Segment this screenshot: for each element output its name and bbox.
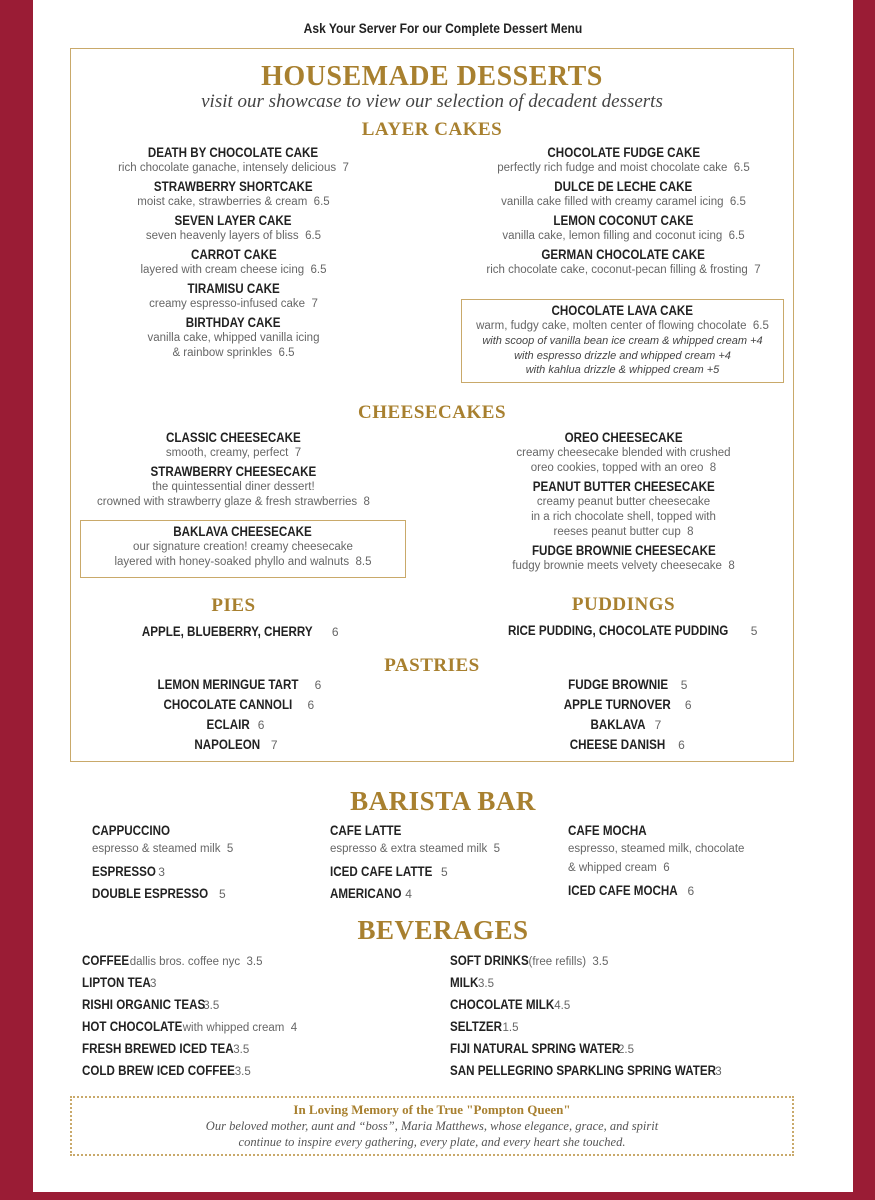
cheesecakes-heading: CHEESECAKES: [357, 402, 507, 423]
menu-item: [71, 430, 396, 461]
price: 5: [487, 843, 501, 855]
item-note-price: 4.5: [554, 1000, 571, 1012]
layer-cakes-right: [461, 145, 786, 281]
menu-item: [71, 695, 396, 715]
menu-item: [461, 695, 786, 715]
item-description: reeses peanut butter cup 8: [553, 526, 694, 538]
item-name: FRESH BREWED ICED TEA: [82, 1041, 234, 1056]
menu-item: [71, 281, 396, 312]
memorial-box: [70, 1096, 794, 1156]
item-note-price: 3.5: [478, 978, 494, 990]
item-description: espresso & steamed milk 5: [92, 843, 234, 855]
item-name: [461, 479, 786, 495]
menu-item: [461, 621, 786, 641]
item-name: CHOCOLATE CANNOLI: [163, 697, 293, 712]
item-name: ECLAIR: [206, 717, 250, 732]
menu-item: [71, 179, 396, 210]
item-name: [466, 303, 779, 319]
item-name: SAN PELLEGRINO SPARKLING SPRING WATER: [450, 1063, 716, 1078]
price: 5: [680, 678, 688, 692]
puddings-list: [461, 621, 786, 641]
menu-item: [461, 715, 786, 735]
beverage-item: [450, 1018, 830, 1040]
item-name: SOFT DRINKS: [450, 953, 529, 968]
item-name: [568, 882, 808, 900]
beverage-item: [450, 1040, 830, 1062]
item-name-text: DEATH BY CHOCOLATE CAKE: [148, 145, 319, 160]
item-name: [71, 145, 396, 161]
price: 7: [747, 264, 761, 276]
beverage-item: [82, 974, 422, 996]
desserts-title: HOUSEMADE DESSERTS: [261, 61, 603, 92]
item-name: RICE PUDDING, CHOCOLATE PUDDING: [507, 623, 728, 638]
price: 7: [270, 738, 278, 752]
price: 6.5: [746, 320, 769, 332]
price: 6.5: [307, 196, 330, 208]
item-description: warm, fudgy cake, molten center of flowing chocolate 6.5: [476, 320, 769, 332]
addon: with kahlua drizzle & whipped cream +5: [525, 364, 720, 376]
item-name-text: STRAWBERRY CHEESECAKE: [150, 464, 317, 479]
menu-item: [71, 213, 396, 244]
pies-list: [71, 622, 396, 642]
item-name: LEMON MERINGUE TART: [157, 677, 299, 692]
item-name: CHOCOLATE MILK: [450, 997, 555, 1012]
layer-cakes-heading: LAYER CAKES: [361, 119, 503, 140]
item-name-text: BIRTHDAY CAKE: [186, 315, 281, 330]
item-name: [71, 179, 396, 195]
item-description: layered with cream cheese icing 6.5: [140, 264, 327, 276]
puddings-heading: PUDDINGS: [571, 594, 676, 615]
item-name-text: TIRAMISU CAKE: [187, 281, 280, 296]
menu-item: [71, 315, 396, 361]
item-name-text: SEVEN LAYER CAKE: [174, 213, 292, 228]
layer-cakes-left: [71, 145, 396, 364]
menu-item: [71, 247, 396, 278]
item-description: layered with honey-soaked phyllo and walnuts 8.5: [114, 556, 372, 568]
price: 5: [219, 887, 226, 901]
price: 8.5: [349, 556, 372, 568]
price: 6: [331, 625, 339, 639]
item-name: COFFEE: [82, 953, 130, 968]
menu-item: [461, 179, 786, 210]
item-name: FIJI NATURAL SPRING WATER: [450, 1041, 621, 1056]
barista-col-1: [92, 822, 312, 907]
item-description: the quintessential diner dessert!: [152, 481, 315, 493]
beverage-item: [450, 996, 830, 1018]
item-name-text: ICED CAFE LATTE: [330, 864, 433, 879]
item-name: [71, 430, 396, 446]
menu-item: [461, 675, 786, 695]
item-description: espresso, steamed milk, chocolate: [568, 843, 745, 855]
item-name-text: LEMON COCONUT CAKE: [553, 213, 694, 228]
barista-heading: BARISTA BAR: [350, 786, 536, 816]
barista-item: [330, 885, 550, 903]
item-name: HOT CHOCOLATE: [82, 1019, 183, 1034]
item-description: seven heavenly layers of bliss 6.5: [145, 230, 322, 242]
item-description: in a rich chocolate shell, topped with: [531, 511, 716, 523]
price: 8: [721, 560, 735, 572]
item-name: [92, 885, 312, 903]
menu-item: [71, 675, 396, 695]
item-name: [71, 315, 396, 331]
item-name: SELTZER: [450, 1019, 503, 1034]
desserts-subtitle: visit our showcase to view our selection of decadent desserts: [201, 91, 663, 112]
menu-item: [461, 247, 786, 278]
menu-item: [71, 622, 396, 642]
beverages-heading: BEVERAGES: [357, 915, 529, 945]
item-name: NAPOLEON: [194, 737, 261, 752]
item-name-text: ESPRESSO: [92, 864, 156, 879]
menu-page: [33, 0, 853, 1192]
pies-heading: PIES: [211, 595, 256, 616]
item-description: perfectly rich fudge and moist chocolate cake 6.5: [497, 162, 750, 174]
price: 7: [305, 298, 318, 310]
item-name: [85, 524, 401, 540]
item-name: APPLE, BLUEBERRY, CHERRY: [142, 624, 314, 639]
item-note-price: 3.5: [203, 1000, 220, 1012]
item-name: APPLE TURNOVER: [564, 697, 672, 712]
item-description: rich chocolate ganache, intensely delicious 7: [118, 162, 349, 174]
menu-item: [461, 145, 786, 176]
barista-item: [92, 863, 312, 881]
item-name: COLD BREW ICED COFFEE: [82, 1063, 235, 1078]
addon-price: +5: [706, 364, 720, 376]
item-note-price: with whipped cream 4: [182, 1022, 298, 1034]
item-note-price: dallis bros. coffee nyc 3.5: [129, 956, 263, 968]
price: 6: [684, 698, 692, 712]
item-name: [71, 213, 396, 229]
item-description: & whipped cream 6: [568, 862, 670, 874]
item-description: creamy peanut butter cheesecake: [536, 496, 711, 508]
price: 4: [405, 887, 412, 901]
item-name: BAKLAVA: [590, 717, 646, 732]
price: 6.5: [272, 347, 295, 359]
barista-item: [568, 882, 808, 900]
item-description: fudgy brownie meets velvety cheesecake 8: [512, 560, 735, 572]
price: 5: [220, 843, 234, 855]
item-name: [568, 822, 808, 840]
pastries-heading: PASTRIES: [384, 655, 480, 676]
memorial-title: In Loving Memory of the True "Pompton Queen": [293, 1102, 571, 1117]
item-description: vanilla cake filled with creamy caramel icing 6.5: [501, 196, 746, 208]
item-note-price: 3.5: [233, 1044, 250, 1056]
beverages-left: [82, 952, 422, 1084]
pastries-left: [71, 675, 396, 755]
item-name: [461, 145, 786, 161]
price: 6: [678, 738, 685, 752]
menu-item: [461, 543, 786, 574]
price: 6.5: [722, 230, 745, 242]
item-name-text: STRAWBERRY SHORTCAKE: [154, 179, 313, 194]
pastries-right: [461, 675, 786, 755]
memorial-line-2: continue to inspire every gathering, every plate, and every heart she touched.: [238, 1135, 626, 1149]
item-name-text: CARROT CAKE: [190, 247, 277, 262]
item-name: MILK: [450, 975, 479, 990]
price: 6: [307, 698, 315, 712]
item-description: rich chocolate cake, coconut-pecan filling & frosting 7: [486, 264, 761, 276]
price: 5: [750, 624, 758, 638]
price: 6.5: [304, 264, 327, 276]
item-description: our signature creation! creamy cheesecake: [133, 541, 353, 553]
item-note-price: 3: [150, 978, 157, 990]
item-note-price: (free refills) 3.5: [528, 956, 609, 968]
beverage-item: [82, 1018, 422, 1040]
price: 7: [654, 718, 662, 732]
cheesecakes-left: [71, 430, 396, 513]
beverages-right: [450, 952, 830, 1084]
item-name-text: BAKLAVA CHEESECAKE: [173, 524, 313, 539]
price: 5: [441, 865, 448, 879]
item-name: [71, 464, 396, 480]
menu-item: [461, 735, 786, 755]
price: 6: [314, 678, 322, 692]
item-note-price: 1.5: [502, 1022, 519, 1034]
featured-baklava-cheesecake: [80, 520, 406, 578]
item-description: moist cake, strawberries & cream 6.5: [137, 196, 330, 208]
addon-price: +4: [718, 349, 731, 362]
item-description: vanilla cake, whipped vanilla icing: [147, 332, 320, 344]
menu-item: [461, 213, 786, 244]
featured-lava-cake: [461, 299, 784, 383]
item-name: [461, 213, 786, 229]
beverage-item: [82, 1062, 422, 1084]
item-name-text: CAFE LATTE: [330, 823, 402, 838]
beverage-item: [82, 996, 422, 1018]
item-name-text: CHOCOLATE LAVA CAKE: [551, 303, 694, 318]
item-description: creamy cheesecake blended with crushed: [516, 447, 731, 459]
item-name: [461, 247, 786, 263]
price: 7: [288, 447, 302, 459]
item-name-text: DULCE DE LECHE CAKE: [554, 179, 693, 194]
item-description: creamy espresso-infused cake 7: [149, 298, 318, 310]
price: 6: [687, 884, 695, 898]
price: 8: [703, 462, 717, 474]
menu-item: [71, 735, 396, 755]
desserts-box: [70, 48, 794, 762]
item-name-text: CAFE MOCHA: [568, 823, 647, 838]
item-name-text: PEANUT BUTTER CHEESECAKE: [532, 479, 715, 494]
item-name: [461, 179, 786, 195]
menu-item: [461, 479, 786, 540]
barista-item: [92, 885, 312, 903]
item-name-text: GERMAN CHOCOLATE CAKE: [541, 247, 706, 262]
item-name: CHEESE DANISH: [569, 737, 666, 752]
addon: with espresso drizzle and whipped cream +4: [514, 349, 731, 362]
menu-item: [461, 430, 786, 476]
item-name: RISHI ORGANIC TEAS: [82, 997, 206, 1012]
item-name: [92, 822, 312, 840]
barista-item: [330, 863, 550, 881]
price: 6: [257, 718, 265, 732]
item-description: & rainbow sprinkles 6.5: [172, 347, 295, 359]
memorial-line-1: Our beloved mother, aunt and “boss”, Maria Matthews, whose elegance, grace, and spirit: [205, 1119, 659, 1133]
item-description: oreo cookies, topped with an oreo 8: [530, 462, 717, 474]
price: 8: [680, 526, 694, 538]
item-name: LIPTON TEA: [82, 975, 151, 990]
barista-col-3: [568, 822, 808, 904]
item-name-text: OREO CHEESECAKE: [564, 430, 683, 445]
barista-item: [568, 822, 808, 878]
price: 8: [357, 496, 370, 508]
item-name: [71, 247, 396, 263]
item-name-text: CLASSIC CHEESECAKE: [166, 430, 301, 445]
item-description: crowned with strawberry glaze & fresh strawberries 8: [97, 496, 370, 508]
beverage-item: [82, 1040, 422, 1062]
price: 6.5: [298, 230, 322, 242]
beverage-item: [82, 952, 422, 974]
item-name: [330, 885, 550, 903]
item-description: espresso & extra steamed milk 5: [330, 843, 501, 855]
barista-col-2: [330, 822, 550, 907]
item-name: [92, 863, 312, 881]
menu-item: [85, 524, 401, 570]
item-name-text: AMERICANO: [330, 886, 402, 901]
item-name-text: DOUBLE ESPRESSO: [92, 886, 209, 901]
item-name: [330, 863, 550, 881]
beverage-item: [450, 974, 830, 996]
menu-item: [71, 145, 396, 176]
item-note-price: 3.5: [234, 1066, 251, 1078]
item-note-price: 2.5: [618, 1044, 635, 1056]
beverage-item: [450, 952, 830, 974]
item-name: [71, 281, 396, 297]
addon-price: +4: [750, 335, 763, 347]
item-name: [330, 822, 550, 840]
item-note-price: 3: [715, 1066, 722, 1078]
price: 6: [656, 862, 670, 874]
item-name: [461, 430, 786, 446]
menu-item: [71, 464, 396, 510]
item-name: [461, 543, 786, 559]
beverage-item: [450, 1062, 830, 1084]
item-name-text: FUDGE BROWNIE CHEESECAKE: [531, 543, 716, 558]
addon: with scoop of vanilla bean ice cream & whipped cream +4: [482, 335, 763, 347]
top-note: Ask Your Server For our Complete Dessert Menu: [303, 20, 583, 36]
price: 7: [336, 162, 349, 174]
price: 3: [158, 865, 165, 879]
item-name: FUDGE BROWNIE: [567, 677, 668, 692]
item-description: smooth, creamy, perfect 7: [165, 447, 302, 459]
item-name-text: CHOCOLATE FUDGE CAKE: [547, 145, 700, 160]
item-description: vanilla cake, lemon filling and coconut icing 6.5: [502, 230, 745, 242]
menu-item: [71, 715, 396, 735]
item-name-text: CAPPUCCINO: [92, 823, 171, 838]
item-name-text: ICED CAFE MOCHA: [568, 883, 678, 898]
barista-item: [330, 822, 550, 859]
cheesecakes-right: [461, 430, 786, 577]
price: 6.5: [727, 162, 750, 174]
price: 6.5: [723, 196, 746, 208]
barista-item: [92, 822, 312, 859]
